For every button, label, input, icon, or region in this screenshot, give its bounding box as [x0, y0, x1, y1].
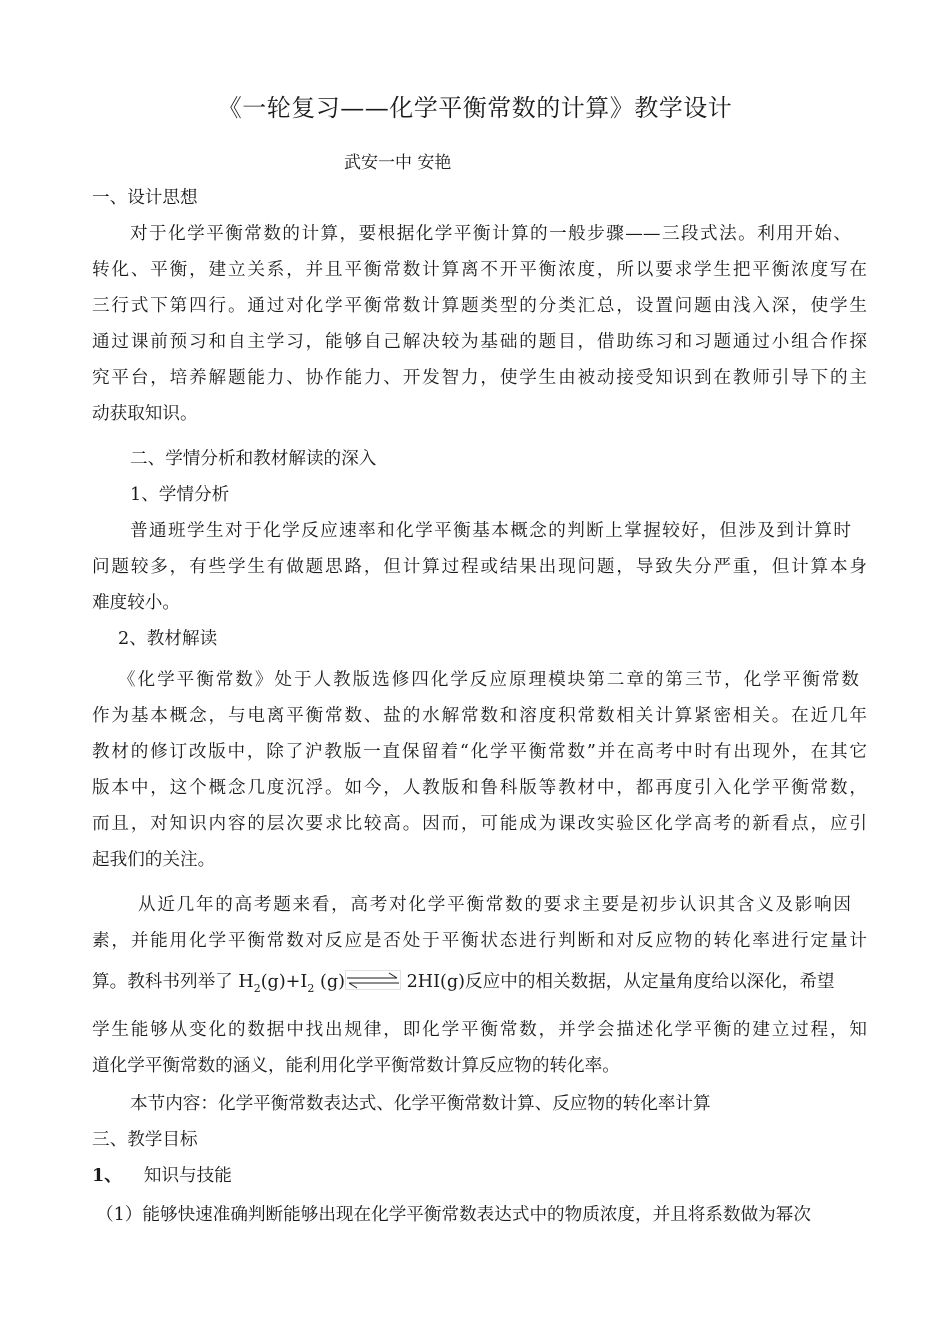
section-heading: 一、设计思想	[92, 188, 198, 208]
list-number: 1、	[92, 1165, 122, 1186]
reaction-equation	[238, 970, 465, 996]
paragraph-line: 学生能够从变化的数据中找出规律，即化学平衡常数，并学会描述化学平衡的建立过程，知	[92, 1020, 867, 1040]
paragraph-line: 普通班学生对于化学反应速率和化学平衡基本概念的判断上掌握较好，但涉及到计算时	[130, 521, 851, 541]
paragraph-line: 究平台，培养解题能力、协作能力、开发智力，使学生由被动接受知识到在教师引导下的主	[92, 368, 867, 388]
paragraph-line: 动获取知识。	[92, 404, 198, 424]
section-content-line: 本节内容：化学平衡常数表达式、化学平衡常数计算、反应物的转化率计算	[130, 1094, 711, 1114]
equilibrium-arrow-icon	[345, 970, 401, 990]
section-heading: 三、教学目标	[92, 1130, 198, 1150]
subsection-heading: 1、学情分析	[130, 485, 230, 505]
equation-state: (g)	[314, 972, 345, 992]
paragraph-line: 版本中，这个概念几度沉浮。如今，人教版和鲁科版等教材中，都再度引入化学平衡常数，	[92, 778, 867, 798]
hydrogen-symbol: H	[238, 972, 254, 992]
subsection-heading: 2、教材解读	[118, 629, 218, 649]
paragraph-line: 而且，对知识内容的层次要求比较高。因而，可能成为课改实验区化学高考的新看点，应引	[92, 814, 867, 834]
list-label: 知识与技能	[143, 1166, 232, 1186]
paragraph-line: 教材的修订改版中，除了沪教版一直保留着“化学平衡常数”并在高考中时有出现外，在其它	[92, 742, 867, 762]
iodine-subscript: 2	[307, 982, 315, 995]
paragraph-line: 对于化学平衡常数的计算，要根据化学平衡计算的一般步骤——三段式法。利用开始、	[130, 224, 851, 244]
paragraph-line: 通过课前预习和自主学习，能够自己解决较为基础的题目，借助练习和习题通过小组合作探	[92, 332, 867, 352]
subsection-heading	[92, 1164, 867, 1188]
paragraph-line: 问题较多，有些学生有做题思路，但计算过程或结果出现问题，导致失分严重，但计算本身	[92, 557, 867, 577]
document-title: 《一轮复习——化学平衡常数的计算》教学设计	[217, 94, 733, 122]
equation-middle: (g)+I	[260, 972, 308, 992]
paragraph-line: 起我们的关注。	[92, 850, 216, 870]
paragraph-line: 转化、平衡，建立关系，并且平衡常数计算离不开平衡浓度，所以要求学生把平衡浓度写在	[92, 260, 867, 280]
paragraph-line-equation	[92, 970, 870, 996]
equation-product: 2HI(g)	[406, 972, 466, 992]
paragraph-line: 难度较小。	[92, 593, 180, 613]
section-heading: 二、学情分析和教材解读的深入	[130, 449, 377, 469]
paragraph-line: 道化学平衡常数的涵义，能利用化学平衡常数计算反应物的转化率。	[92, 1056, 620, 1076]
equation-trail-text: 反应中的相关数据，从定量角度给以深化，希望	[465, 972, 835, 992]
paragraph-line: 素，并能用化学平衡常数对反应是否处于平衡状态进行判断和对反应物的转化率进行定量计	[92, 931, 867, 951]
list-item: （1）能够快速准确判断能够出现在化学平衡常数表达式中的物质浓度，并且将系数做为幂次	[96, 1205, 811, 1225]
paragraph-line: 三行式下第四行。通过对化学平衡常数计算题类型的分类汇总，设置问题由浅入深，使学生	[92, 296, 867, 316]
paragraph-line: 从近几年的高考题来看，高考对化学平衡常数的要求主要是初步认识其含义及影响因	[138, 895, 851, 915]
hydrogen-subscript: 2	[253, 982, 261, 995]
paragraph-line: 《化学平衡常数》处于人教版选修四化学反应原理模块第二章的第三节，化学平衡常数	[118, 670, 859, 690]
paragraph-line: 作为基本概念，与电离平衡常数、盐的水解常数和溶度积常数相关计算紧密相关。在近几年	[92, 706, 867, 726]
author-line: 武安一中 安艳	[344, 153, 452, 173]
equation-lead-text: 算。教科书列举了	[92, 972, 239, 992]
